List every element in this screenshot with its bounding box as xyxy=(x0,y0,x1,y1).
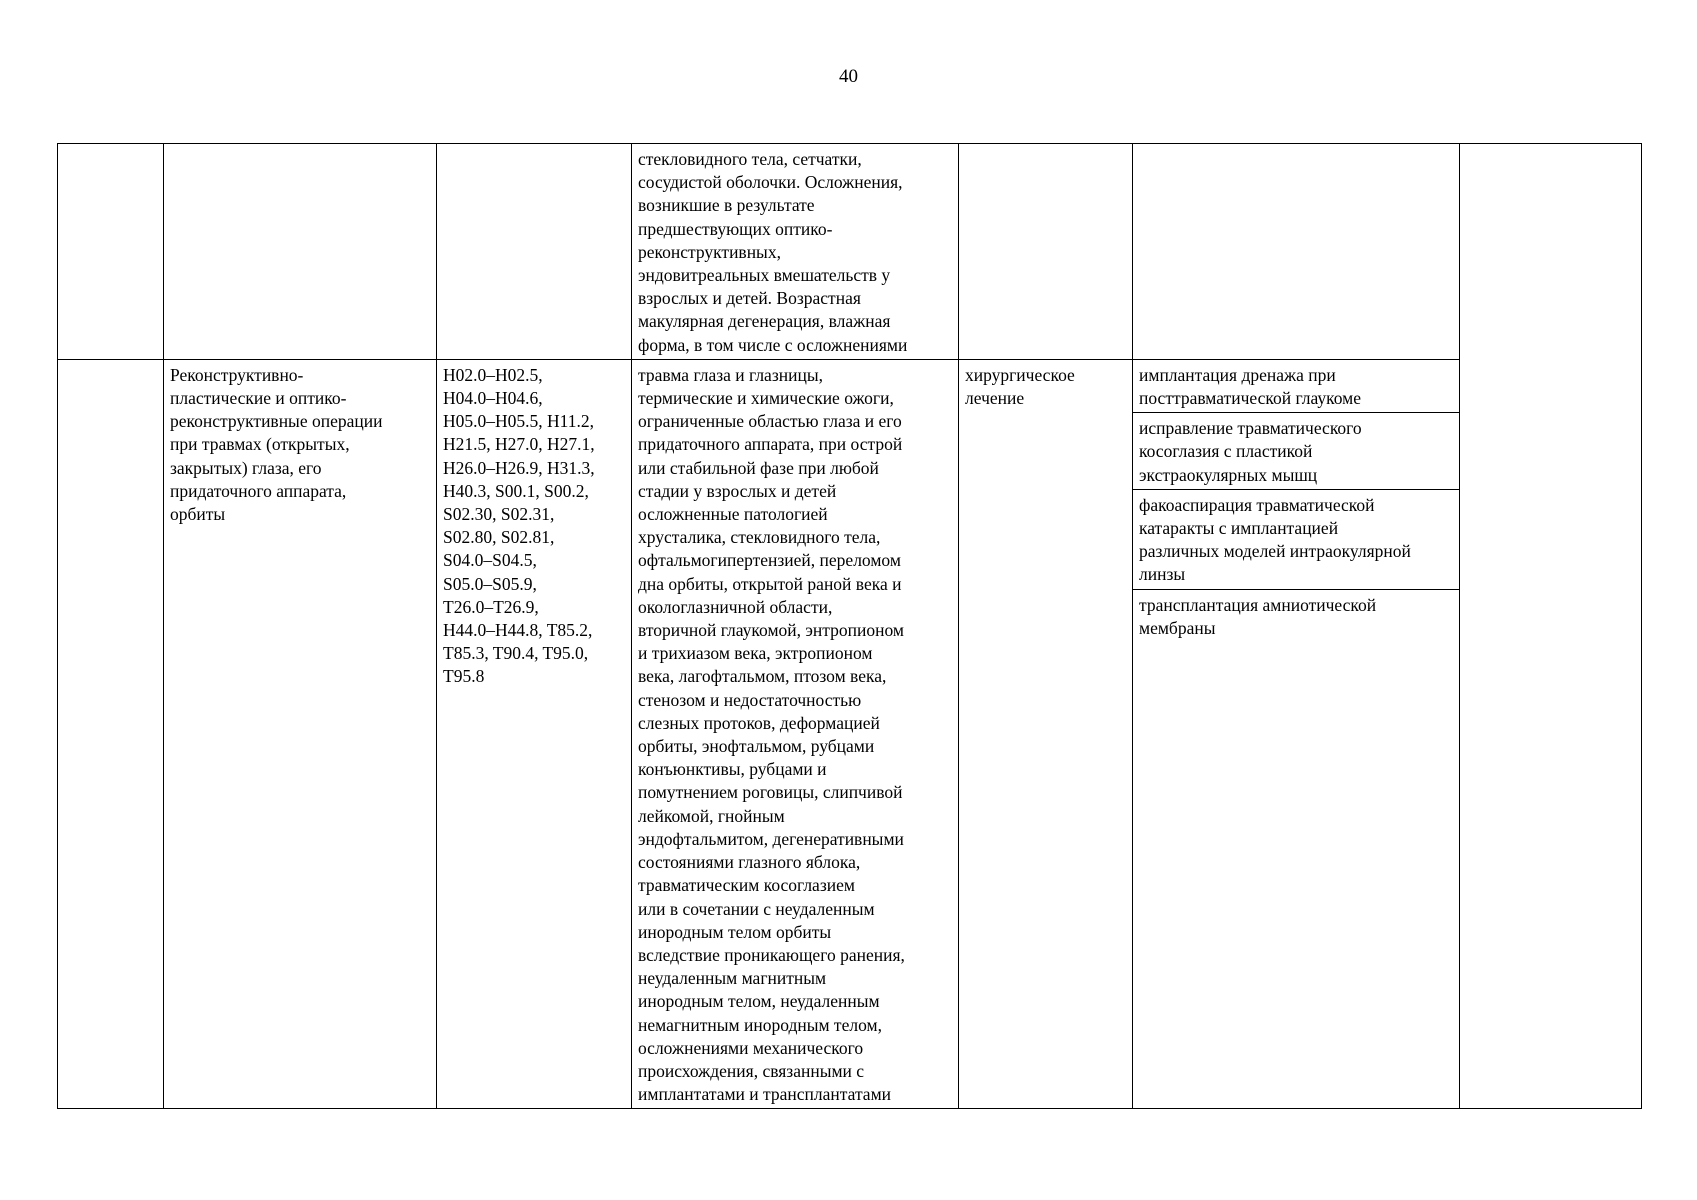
text-line: вторичной глаукомой, энтропионом xyxy=(638,620,904,641)
text-line: сосудистой оболочки. Осложнения, xyxy=(638,172,903,193)
text-line: и трихиазом века, эктропионом xyxy=(638,643,873,664)
text-line: катаракты с имплантацией xyxy=(1139,518,1339,539)
text-line: предшествующих оптико- xyxy=(638,218,833,239)
text-line: орбиты, энофтальмом, рубцами xyxy=(638,736,875,757)
text-line: инородным телом орбиты xyxy=(638,921,832,942)
text-line: линзы xyxy=(1139,564,1186,585)
text-line: закрытых) глаза, его xyxy=(170,457,322,478)
text-line: немагнитным инородным телом, xyxy=(638,1014,882,1035)
text-line: при травмах (открытых, xyxy=(170,434,350,455)
text-line: T95.8 xyxy=(443,666,485,687)
cell-number xyxy=(58,359,164,1109)
text-line: хрусталика, стекловидного тела, xyxy=(638,527,881,548)
method-item xyxy=(1133,360,1459,413)
text-line: H05.0–H05.5, H11.2, xyxy=(443,411,595,432)
text-line: форма, в том числе с осложнениями xyxy=(638,334,908,355)
cell-codes xyxy=(437,359,632,1109)
text-line: слезных протоков, деформацией xyxy=(638,712,880,733)
text-line: взрослых и детей. Возрастная xyxy=(638,288,861,309)
text-line: или стабильной фазе при любой xyxy=(638,457,879,478)
text-line: макулярная дегенерация, влажная xyxy=(638,311,891,332)
text-line: эндовитреальных вмешательств у xyxy=(638,265,891,286)
text-line: пластические и оптико- xyxy=(170,388,347,409)
text-line: T85.3, T90.4, T95.0, xyxy=(443,643,589,664)
text-line: помутнением роговицы, слипчивой xyxy=(638,782,903,803)
text-line: S05.0–S05.9, xyxy=(443,573,537,594)
text-line: или в сочетании с неудаленным xyxy=(638,898,875,919)
text-line: реконструктивные операции xyxy=(170,411,383,432)
text-line: инородным телом, неудаленным xyxy=(638,991,880,1012)
text-line: неудаленным магнитным xyxy=(638,968,827,989)
text-line: лейкомой, гнойным xyxy=(638,805,785,826)
text-line: орбиты xyxy=(170,504,226,525)
cell-methods xyxy=(1133,359,1460,1109)
method-item xyxy=(1133,490,1459,590)
cell-treatment xyxy=(959,144,1133,360)
cell-method xyxy=(1133,144,1460,360)
text-line: века, лагофтальмом, птозом века, xyxy=(638,666,887,687)
method-item xyxy=(1133,413,1459,490)
text-line: имплантация дренажа при xyxy=(1139,364,1336,385)
text-line: дна орбиты, открытой раной века и xyxy=(638,573,902,594)
text-line: факоаспирация травматической xyxy=(1139,494,1375,515)
text-line: стекловидного тела, сетчатки, xyxy=(638,149,862,169)
text-line: H40.3, S00.1, S00.2, xyxy=(443,480,589,501)
method-item xyxy=(1133,590,1459,642)
text-line: различных моделей интраокулярной xyxy=(1139,541,1411,562)
text-line: S04.0–S04.5, xyxy=(443,550,537,571)
text-line: эндофтальмитом, дегенеративными xyxy=(638,828,904,849)
text-line: Реконструктивно- xyxy=(170,364,304,385)
text-line: возникшие в результате xyxy=(638,195,815,216)
text-line: вследствие проникающего ранения, xyxy=(638,944,905,965)
text-line: стадии у взрослых и детей xyxy=(638,480,837,501)
page-number: 40 xyxy=(839,66,858,87)
text-line: S02.80, S02.81, xyxy=(443,527,555,548)
text-line: осложнениями механического xyxy=(638,1037,864,1058)
text-line: H21.5, H27.0, H27.1, xyxy=(443,434,595,455)
cell-condition xyxy=(632,359,959,1109)
table-row xyxy=(58,144,1642,360)
text-line: травматическим косоглазием xyxy=(638,875,855,896)
text-line: исправление травматического xyxy=(1139,418,1362,439)
text-line: мембраны xyxy=(1139,617,1216,638)
text-line: придаточного аппарата, при острой xyxy=(638,434,903,455)
text-line: имплантатами и трансплантатами xyxy=(638,1084,892,1105)
text-line: H02.0–H02.5, xyxy=(443,364,543,385)
text-line: стенозом и недостаточностью xyxy=(638,689,862,710)
services-table xyxy=(57,143,1642,1109)
cell-treatment xyxy=(959,359,1133,1109)
text-line: реконструктивных, xyxy=(638,241,781,262)
text-line: T26.0–T26.9, xyxy=(443,596,539,617)
cell-codes xyxy=(437,144,632,360)
text-line: H26.0–H26.9, H31.3, xyxy=(443,457,595,478)
text-line: трансплантация амниотической xyxy=(1139,594,1377,615)
text-line: травма глаза и глазницы, xyxy=(638,364,823,385)
cell-cost xyxy=(1460,144,1642,1109)
text-line: хирургическое xyxy=(965,364,1075,385)
text-line: ограниченные областью глаза и его xyxy=(638,411,902,432)
text-line: посттравматической глаукоме xyxy=(1139,388,1361,409)
text-line: офтальмогипертензией, переломом xyxy=(638,550,901,571)
text-line: конъюнктивы, рубцами и xyxy=(638,759,827,780)
table-row xyxy=(58,359,1642,1109)
text-line: косоглазия с пластикой xyxy=(1139,441,1313,462)
text-line: S02.30, S02.31, xyxy=(443,504,555,525)
cell-condition xyxy=(632,144,959,360)
text-line: состояниями глазного яблока, xyxy=(638,852,861,873)
text-line: происхождения, связанными с xyxy=(638,1060,865,1081)
text-line: экстраокулярных мышц xyxy=(1139,464,1318,485)
text-line: лечение xyxy=(965,388,1025,409)
text-line: осложненные патологией xyxy=(638,504,828,525)
text-line: H44.0–H44.8, T85.2, xyxy=(443,620,593,641)
text-line: придаточного аппарата, xyxy=(170,480,347,501)
text-line: окологлазничной области, xyxy=(638,596,833,617)
cell-name xyxy=(164,144,437,360)
cell-number xyxy=(58,144,164,360)
text-line: H04.0–H04.6, xyxy=(443,388,543,409)
text-line: термические и химические ожоги, xyxy=(638,388,894,409)
cell-name xyxy=(164,359,437,1109)
